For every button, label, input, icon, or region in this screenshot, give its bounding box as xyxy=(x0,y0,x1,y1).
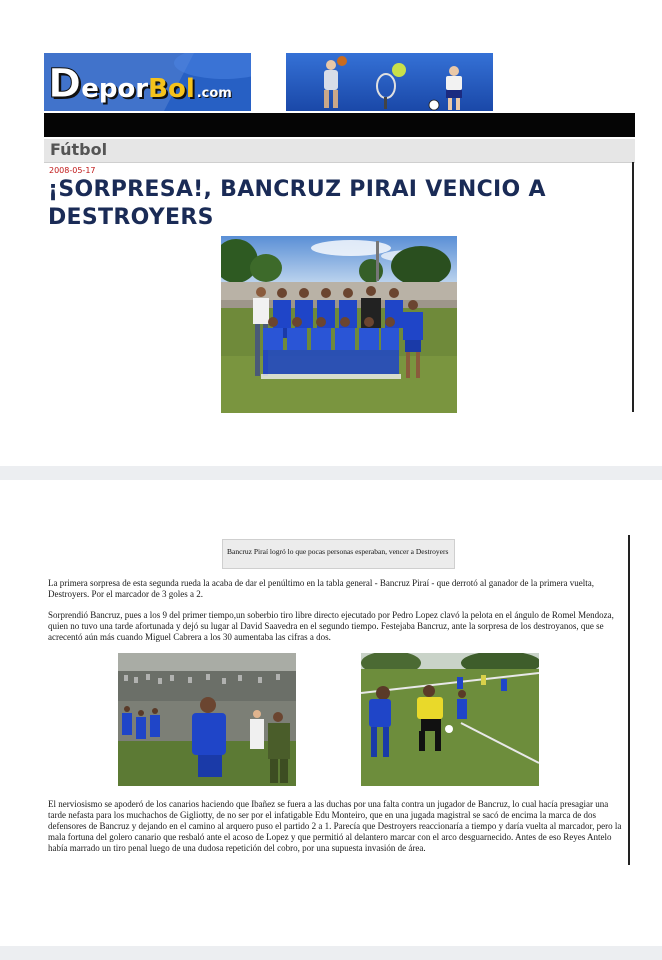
article-paragraph: El nerviosismo se apoderó de los canarios haciendo que Ibañez se fuera a las duchas por una falta contra un jugador de Bancruz, lo cual hacía presagiar una tarde nefasta para los muchachos de Gigliotty, de no ser por el infatigable Edu Monteiro, que en una jugada magistral se sacó de encima la marca de dos defensores de Bancruz y dejando en el camino al arquero puso el partido 2 a 1. Parecía que Destroyers reaccionaría a tiempo y daría vuelta al marcador, pero la mala fortuna del golero canario que resbaló ante el acoso de Lopez y que permitió al delantero marcar con el arco desguarnecido. Antes de eso Reyes Antelo había marrado un tiro penal luego de una dudosa repetición del cobro, por una supuesta invasión de área. xyxy=(48,799,622,853)
column-border xyxy=(628,535,630,865)
sports-banner-image xyxy=(286,53,493,111)
article-headline: ¡SORPRESA!, BANCRUZ PIRAI VENCIO A DESTROYERS xyxy=(48,177,546,230)
section-title[interactable]: Fútbol xyxy=(50,140,108,159)
column-border xyxy=(632,162,634,412)
team-photo xyxy=(221,236,457,413)
article-paragraph: Sorprendió Bancruz, pues a los 9 del primer tiempo,un soberbio tiro libre directo ejecutado por Pedro Lopez clavó la pelota en el ángulo de Romel Mendoza, quien no tuvo una tarde afortunada y dejó su lugar al David Saavedra en el segundo tiempo. Festejaba Bancruz, ante la sorpresa de los destroyanos, que se acrecentó aún más cuando Miguel Cabrera a los 30 aumentaba las cifras a dos. xyxy=(48,610,614,642)
section-header xyxy=(44,139,635,163)
section-divider xyxy=(0,466,662,480)
photo-caption: Bancruz Piraí logró lo que pocas personas esperaban, vencer a Destroyers xyxy=(222,539,455,569)
site-logo[interactable] xyxy=(44,53,251,111)
footer-divider xyxy=(0,946,662,960)
logo-wordmark: DeporBol .com xyxy=(48,61,232,107)
article-date: 2008-05-17 xyxy=(49,166,96,175)
article-paragraph: La primera sorpresa de esta segunda rueda la acaba de dar el penúltimo en la tabla general - Bancruz Piraí - que derrotó al ganador de la primera vuelta, Destroyers. Por el marcador de 3 goles a 2. xyxy=(48,578,594,599)
match-photo-action xyxy=(361,653,539,786)
navigation-bar xyxy=(44,113,635,137)
match-photo-stands xyxy=(118,653,296,786)
